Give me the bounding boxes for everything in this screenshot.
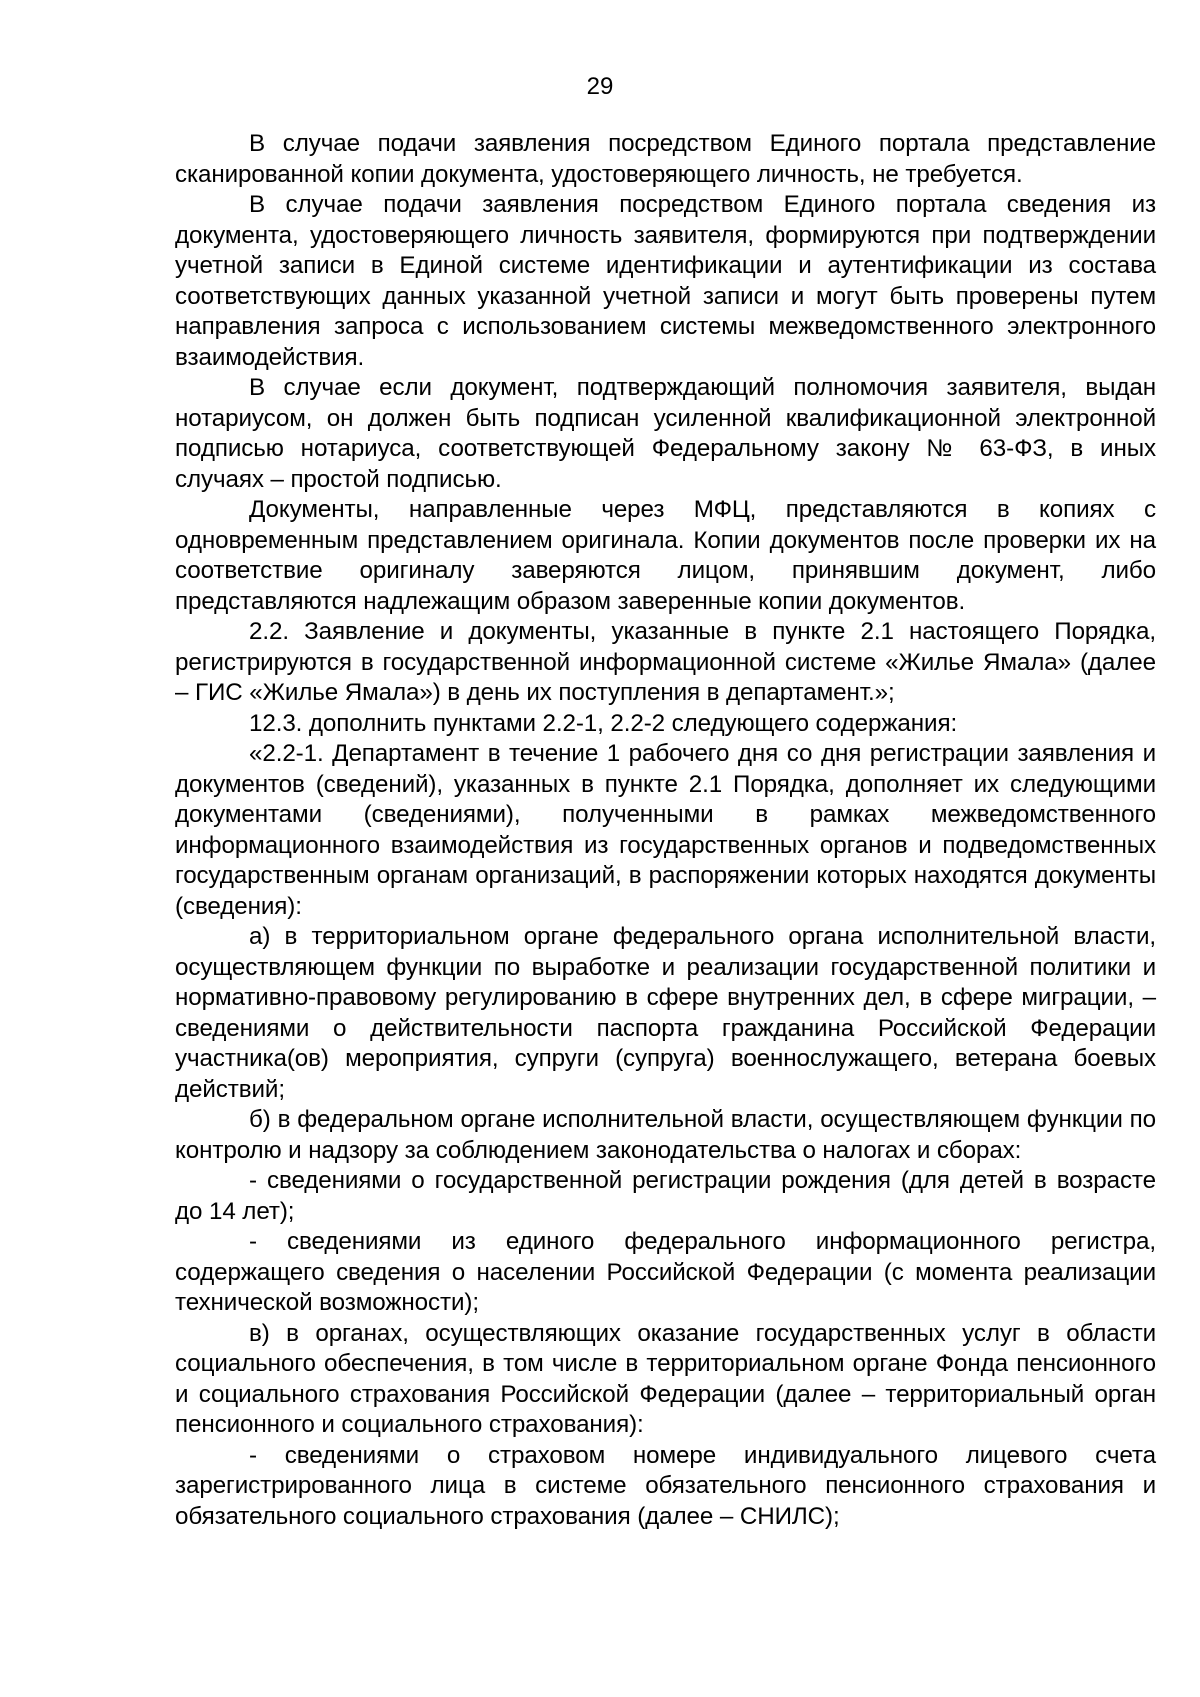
document-body	[175, 129, 1156, 1532]
page-number: 29	[586, 73, 614, 100]
paragraph-birth-registration: - сведениями о государственной регистрации рождения (для детей в возрасте до 14 лет);	[175, 1167, 1156, 1225]
paragraph-item-v: в) в органах, осуществляющих оказание государственных услуг в области социального обеспечения, в том числе в территориальном органе Фонда пенсионного и социального страхования Российской Федерации (далее – территориальный орган пенсионного и социального страхования):	[175, 1319, 1156, 1438]
paragraph-identity-data: В случае подачи заявления посредством Единого портала сведения из документа, удостоверяющего личность заявителя, формируются при подтверждении учетной записи в Единой системе идентификации и аутентификации из состава соответствующих данных указанной учетной записи и могут быть проверены путем направления запроса с использованием системы межведомственного электронного взаимодействия.	[175, 191, 1156, 371]
paragraph-notary-signature: В случае если документ, подтверждающий полномочия заявителя, выдан нотариусом, он должен быть подписан усиленной квалификационной электронной подписью нотариуса, соответствующей Федеральному закону № 63-ФЗ, в иных случаях – простой подписью.	[175, 374, 1156, 493]
paragraph-mfc-documents: Документы, направленные через МФЦ, представляются в копиях с одновременным представлением оригинала. Копии документов после проверки их на соответствие оригиналу заверяются лицом, принявшим документ, либо представляются надлежащим образом заверенные копии документов.	[175, 496, 1156, 615]
paragraph-item-a: а) в территориальном органе федерального органа исполнительной власти, осуществляющем функции по выработке и реализации государственной политики и нормативно-правовому регулированию в сфере внутренних дел, в сфере миграции, – сведениями о действительности паспорта гражданина Российской Федерации участника(ов) мероприятия, супруги (супруга) военнослужащего, ветерана боевых действий;	[175, 923, 1156, 1103]
paragraph-2-2-1-department: «2.2-1. Департамент в течение 1 рабочего дня со дня регистрации заявления и документов (сведений), указанных в пункте 2.1 Порядка, дополняет их следующими документами (сведениями), полученными в рамках межведомственного информационного взаимодействия из государственных органов и подведомственных государственным органам организаций, в распоряжении которых находятся документы (сведения):	[175, 740, 1156, 920]
paragraph-2-2-registration: 2.2. Заявление и документы, указанные в пункте 2.1 настоящего Порядка, регистрируются в государственной информационной системе «Жилье Ямала» (далее – ГИС «Жилье Ямала») в день их поступления в департамент.»;	[175, 618, 1156, 706]
paragraph-population-register: - сведениями из единого федерального информационного регистра, содержащего сведения о населении Российской Федерации (с момента реализации технической возможности);	[175, 1228, 1156, 1316]
paragraph-snils: - сведениями о страховом номере индивидуального лицевого счета зарегистрированного лица в системе обязательного пенсионного страхования и обязательного социального страхования (далее – СНИЛС);	[175, 1441, 1156, 1530]
paragraph-12-3-amendment: 12.3. дополнить пунктами 2.2-1, 2.2-2 следующего содержания:	[249, 709, 958, 737]
paragraph-item-b: б) в федеральном органе исполнительной власти, осуществляющем функции по контролю и надзору за соблюдением законодательства о налогах и сборах:	[175, 1106, 1156, 1164]
paragraph-scanned-copy: В случае подачи заявления посредством Единого портала представление сканированной копии документа, удостоверяющего личность, не требуется.	[175, 130, 1156, 188]
